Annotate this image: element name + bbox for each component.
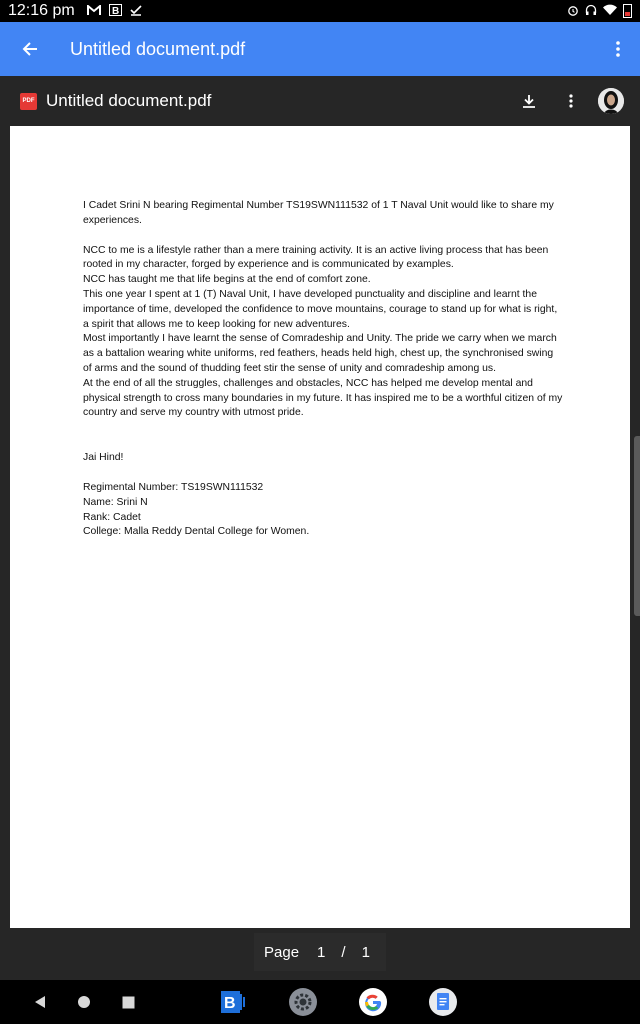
nav-home-button[interactable]	[72, 990, 96, 1014]
taskbar-settings-app[interactable]	[288, 987, 318, 1017]
b-app-icon	[109, 4, 122, 19]
pdf-file-title: Untitled document.pdf	[46, 91, 212, 110]
taskbar-docs-app[interactable]	[428, 987, 458, 1017]
account-avatar[interactable]	[598, 88, 624, 114]
viewer-more-button[interactable]	[550, 76, 592, 126]
avatar-image	[598, 88, 624, 114]
page-indicator	[254, 933, 386, 971]
app-bar	[0, 22, 640, 76]
nav-recents-button[interactable]	[116, 990, 140, 1014]
page-separator: /	[341, 943, 346, 961]
home-icon	[77, 995, 91, 1009]
viewer-actions	[508, 76, 640, 126]
gmail-icon	[87, 4, 101, 19]
status-system-icons	[567, 4, 632, 19]
paragraph: NCC to me is a lifestyle rather than a mere training activity. It is an active living process that has been rooted in my character, forged by experience and is communicated by examples.	[83, 244, 549, 271]
arrow-back-icon	[22, 41, 38, 57]
total-pages: 1	[361, 943, 370, 961]
paragraph: NCC has taught me that life begins at the end of comfort zone.	[83, 274, 371, 286]
battery-low-icon	[623, 4, 632, 18]
detail-line: Name: Srini N	[83, 496, 148, 508]
document-viewport[interactable]	[0, 126, 640, 980]
paragraph: I Cadet Srini N bearing Regimental Number TS19SWN111532 of 1 T Naval Unit would like to share my experiences.	[83, 200, 554, 226]
pdf-file-icon: PDF	[20, 93, 37, 110]
svg-text:B: B	[111, 5, 119, 16]
closing-line: Jai Hind!	[83, 452, 124, 464]
paragraph: At the end of all the struggles, challenges and obstacles, NCC has helped me develop mental and physical strength to cross many boundaries in my future. It has inspired me to be a worthful citizen of my country and serve my country with utmost pride.	[83, 377, 563, 419]
download-button[interactable]	[508, 76, 550, 126]
download-icon	[522, 94, 536, 108]
more-vert-icon	[569, 94, 573, 108]
headphones-icon	[585, 4, 597, 19]
detail-line: Rank: Cadet	[83, 511, 141, 523]
nav-back-button[interactable]	[28, 990, 52, 1014]
back-button[interactable]	[0, 22, 60, 76]
detail-line: College: Malla Reddy Dental College for Women.	[83, 526, 310, 538]
google-icon	[358, 987, 388, 1017]
paragraph: This one year I spent at 1 (T) Naval Unit, I have developed punctuality and discipline and learnt the importance of time, developed the confidence to move mountains, courage to stand up for what is right, a spirit that allows me to keep looking for new adventures.	[83, 288, 558, 330]
settings-icon	[288, 987, 318, 1017]
recents-icon	[122, 996, 135, 1009]
page-content	[83, 199, 563, 540]
docs-icon	[428, 987, 458, 1017]
current-page: 1	[317, 943, 326, 961]
taskbar-b-app[interactable]	[218, 987, 248, 1017]
paragraph: Most importantly I have learnt the sense of Comradeship and Unity. The pride we carry when we march as a battalion wearing white uniforms, red feathers, heads held high, chest up, the synchronised swing of arms and the sound of thudding feet stir the sense of unity and comradeship among us.	[83, 333, 557, 374]
alarm-icon	[567, 4, 579, 19]
b-app-icon	[221, 991, 245, 1013]
back-icon	[33, 995, 47, 1009]
status-notification-icons	[87, 4, 142, 19]
wifi-icon	[603, 4, 617, 18]
app-bar-title: Untitled document.pdf	[70, 38, 246, 59]
system-nav-bar	[0, 980, 640, 1024]
pdf-page	[10, 126, 630, 928]
download-done-icon	[130, 4, 142, 19]
status-bar	[0, 0, 640, 22]
svg-text:B: B	[224, 995, 236, 1012]
taskbar-google-app[interactable]	[358, 987, 388, 1017]
more-vert-icon	[616, 41, 620, 57]
page-label: Page	[264, 943, 300, 961]
status-time: 12:16 pm	[8, 2, 75, 19]
overflow-menu-button[interactable]	[596, 22, 640, 76]
scrollbar-handle[interactable]	[634, 436, 640, 616]
pdf-viewer-toolbar	[0, 76, 640, 126]
detail-line: Regimental Number: TS19SWN111532	[83, 481, 264, 493]
